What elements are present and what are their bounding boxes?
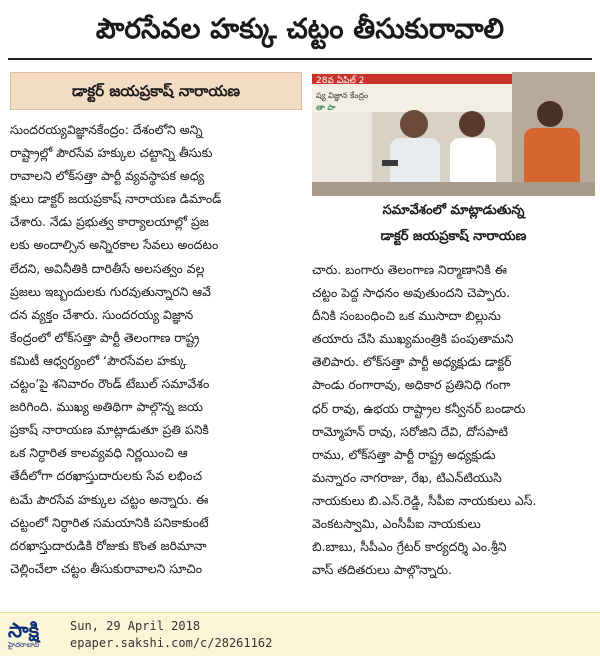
body-line: చెల్లించేలా చట్టం తీసుకురావాలని సూచిం bbox=[10, 560, 203, 576]
body-line: లేదని, అవినీతికి దారితీసే అలసత్వం వల్ల bbox=[10, 260, 205, 276]
body-line: ధర్ రావు, ఉభయ రాష్ట్రాల కన్వీనర్ బండారు bbox=[312, 400, 526, 416]
body-line: తేదీలోగా దరఖాస్తుదారులకు సేవ లభించ bbox=[10, 468, 203, 484]
body-line: ఒక నిర్ధారిత కాలవ్యవధి నిర్ణయించి ఆ bbox=[10, 445, 188, 461]
event-photo bbox=[312, 72, 595, 196]
body-line: ప్రకాష్ నారాయణ మాట్లాడుతూ ప్రతి పనికి bbox=[10, 422, 209, 438]
headline-rule bbox=[8, 58, 592, 60]
edition-date: Sun, 29 April 2018 bbox=[70, 619, 201, 633]
logo-text: సాక్షి bbox=[8, 618, 40, 642]
body-line: చారు. బంగారు తెలంగాణ నిర్మాణానికి ఈ bbox=[312, 262, 507, 277]
body-line: సుందరయ్యవిజ్ఞానకేంద్రం: దేశంలోని అన్ని bbox=[10, 122, 203, 137]
body-line: రాష్ట్రాల్లో పౌరసేవ హక్కుల చట్టాన్ని తీసుకు bbox=[10, 145, 213, 161]
body-line: మన్నారం నాగరాజు, రేఖ, టిఎన్‌టియుసి bbox=[312, 469, 502, 485]
body-line: దన వ్యక్తం చేశారు. సుందరయ్య విజ్ఞాన bbox=[10, 306, 194, 322]
body-line: చట్టం పెద్ద సాధనం అవుతుందని చెప్పారు. bbox=[312, 285, 511, 301]
body-line: క్షులు డాక్టర్ జయప్రకాష్ నారాయణ డిమాండ్ bbox=[10, 191, 222, 207]
body-line: దరఖాస్తుదారుడికి రోజుకు కొంత జరిమానా bbox=[10, 537, 207, 553]
body-line: రాము, లోక్‌సత్తా పార్టీ రాష్ట్ర అధ్యక్షుడు bbox=[312, 446, 496, 462]
body-line: దీనికి సంబంధించి ఒక ముసాదా బిల్లును bbox=[312, 308, 501, 324]
body-line: నాయకులు బి.ఎన్.రెడ్డి, సీపీఐ నాయకులు ఎస్. bbox=[312, 492, 537, 508]
svg-text:28వ ఏప్రిల్ 2: 28వ ఏప్రిల్ 2 bbox=[316, 76, 365, 86]
body-line: రావాలని లోక్‌సత్తా పార్టీ వ్యవస్థాపక అధ్య bbox=[10, 168, 205, 184]
body-line: టమే పౌరసేవ హక్కుల చట్టం అన్నారు. ఈ bbox=[10, 491, 209, 507]
body-line: పాండు రంగారావు, అధికార ప్రతినిధి గంగా bbox=[312, 377, 511, 393]
photo-caption bbox=[312, 198, 595, 254]
body-line: బి.బాబు, సీపీఎం గ్రేటర్ కార్యదర్శి ఎం.శ్రీని bbox=[312, 539, 507, 555]
body-line: కమిటీ ఆధ్వర్యంలో ‘పౌరసేవల హక్కు bbox=[10, 352, 187, 368]
body-line: రామ్మోహన్ రావు, సరోజిని దేవి, దోసపాటి bbox=[312, 423, 508, 439]
body-line: కేంద్రంలో లోక్‌సత్తా పార్టీ తెలంగాణ రాష్ట్ర bbox=[10, 329, 200, 345]
svg-text:ష్య విజ్ఞాన కేంద్రం: ష్య విజ్ఞాన కేంద్రం bbox=[316, 91, 369, 100]
sakshi-logo[interactable] bbox=[8, 619, 62, 651]
body-line: ప్రజలు ఇబ్బందులకు గురవుతున్నారని ఆవే bbox=[10, 283, 211, 299]
right-column bbox=[312, 258, 597, 581]
logo-subtext: హైదరాబాద్ bbox=[8, 641, 40, 649]
byline: డాక్టర్ జయప్రకాష్ నారాయణ bbox=[71, 82, 241, 100]
left-column bbox=[10, 118, 300, 580]
body-line: వాస్ తదితరులు పాల్గొన్నారు. bbox=[312, 562, 452, 578]
byline-box bbox=[10, 72, 302, 110]
body-line: లకు అందాల్సిన అన్నిరకాల సేవలు అందటం bbox=[10, 237, 219, 253]
body-line: తెలిపారు. లోక్‌సత్తా పార్టీ అధ్యక్షుడు డాక్టర్ bbox=[312, 354, 512, 370]
body-line: తయారు చేసి ముఖ్యమంత్రికి పంపుతామని bbox=[312, 331, 514, 347]
body-line: చట్టంలో నిర్ధారిత సమయానికి పనికాకుంటే bbox=[10, 514, 209, 530]
body-line: చట్టం’పై శనివారం రౌండ్ టేబుల్ సమావేశం bbox=[10, 376, 210, 392]
caption-line: సమావేశంలో మాట్లాడుతున్న bbox=[382, 203, 525, 218]
footer-bar bbox=[0, 612, 600, 656]
body-line: వెంకటస్వామి, ఎంసీపీఐ నాయకులు bbox=[312, 516, 481, 532]
caption-line: డాక్టర్ జయప్రకాష్ నారాయణ bbox=[380, 229, 527, 244]
body-line: జరిగింది. ముఖ్య అతిథిగా పాల్గొన్న జయ bbox=[10, 399, 203, 415]
epaper-link[interactable]: epaper.sakshi.com/c/28261162 bbox=[70, 636, 273, 650]
event-photo-image bbox=[312, 72, 595, 196]
svg-text:తా పా: తా పా bbox=[316, 103, 336, 112]
headline: పౌరసేవల హక్కు చట్టం తీసుకురావాలి bbox=[95, 12, 505, 45]
body-line: చేశారు. నేడు ప్రభుత్వ కార్యాలయాల్లో ప్రజ bbox=[10, 214, 209, 230]
